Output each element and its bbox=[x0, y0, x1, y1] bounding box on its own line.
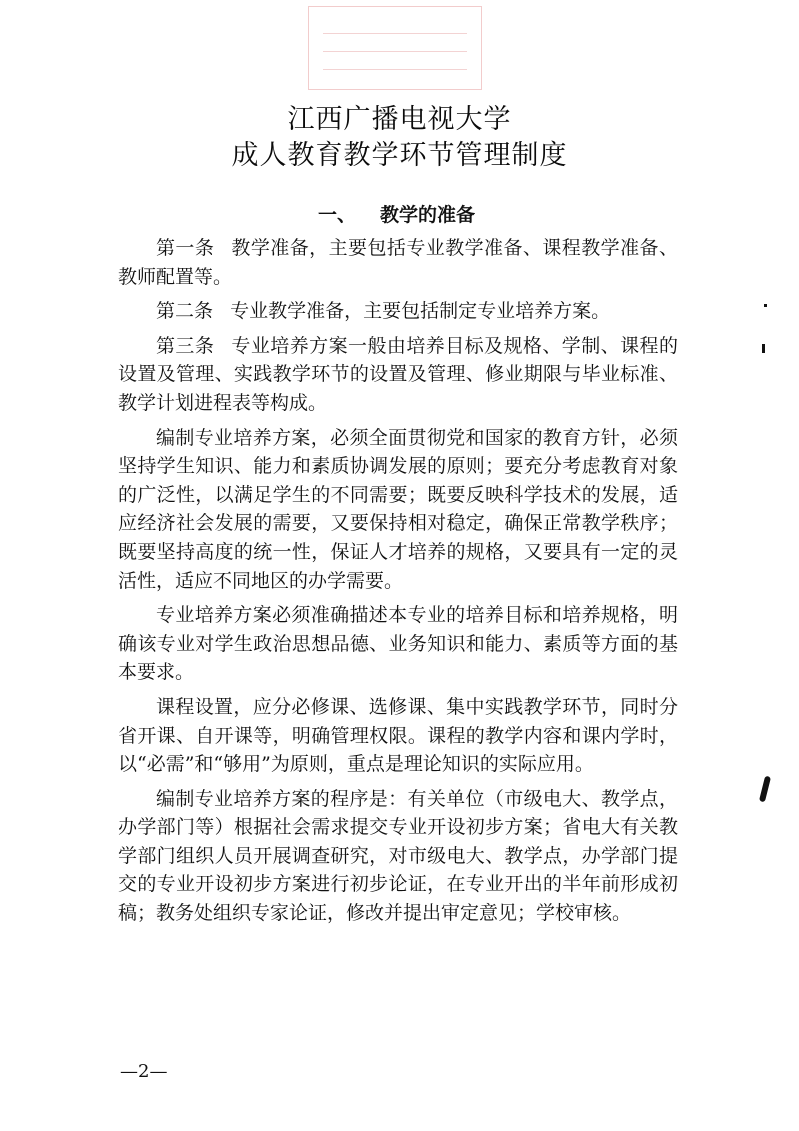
paragraph-text: 编制专业培养方案，必须全面贯彻党和国家的教育方针，必须坚持学生知识、能力和素质协调发展的原则；要充分考虑教育对象的广泛性，以满足学生的不同需要；既要反映科学技术的发展，适应经济社会发展的需要，又要保持相对稳定，确保正常教学秩序；既要坚持高度的统一性，保证人才培养的规格，又要具有一定的灵活性，适应不同地区的办学需要。 bbox=[118, 426, 678, 592]
paragraph-text: 专业培养方案一般由培养目标及规格、学制、课程的设置及管理、实践教学环节的设置及管理、修业期限与毕业标准、教学计划进程表等构成。 bbox=[118, 334, 678, 414]
paragraph-article-1 bbox=[118, 234, 678, 291]
paragraph-text: 教学准备，主要包括专业教学准备、课程教学准备、教师配置等。 bbox=[118, 237, 678, 288]
article-label: 第一条 bbox=[156, 237, 215, 259]
paragraph-text: 课程设置，应分必修课、选修课、集中实践教学环节，同时分省开课、自开课等，明确管理权限。课程的教学内容和课内学时，以“必需”和“够用”为原则，重点是理论知识的实际应用。 bbox=[118, 695, 678, 776]
article-label: 第二条 bbox=[156, 300, 214, 323]
paragraph-text: 编制专业培养方案的程序是：有关单位（市级电大、教学点，办学部门等）根据社会需求提交专业开设初步方案；省电大有关教学部门组织人员开展调查研究，对市级电大、教学点，办学部门提交的专业开设初步方案进行初步论证，在专业开出的半年前形成初稿；教务处组织专家论证，修改并提出审定意见；学校审核。 bbox=[118, 787, 678, 925]
page-number: —2— bbox=[120, 1061, 168, 1082]
paragraph-article-2 bbox=[118, 297, 678, 326]
section-number: 一、 bbox=[318, 204, 357, 226]
article-label: 第三条 bbox=[156, 334, 215, 357]
paragraph-article-3 bbox=[118, 332, 678, 418]
scan-speck bbox=[764, 304, 767, 307]
paragraph-text: 专业教学准备，主要包括制定专业培养方案。 bbox=[230, 300, 611, 323]
paragraph bbox=[118, 424, 678, 596]
stamp-mark bbox=[308, 6, 482, 90]
paragraph bbox=[118, 693, 678, 779]
section-heading bbox=[318, 202, 475, 228]
paragraph bbox=[118, 785, 678, 928]
document-body bbox=[118, 234, 678, 934]
scan-speck bbox=[762, 344, 765, 353]
document-title-line-1: 江西广播电视大学 bbox=[287, 104, 512, 135]
paragraph bbox=[118, 601, 678, 687]
section-title: 教学的准备 bbox=[380, 204, 476, 226]
document-title-line-2: 成人教育教学环节管理制度 bbox=[231, 140, 568, 171]
scan-speck bbox=[759, 776, 771, 803]
paragraph-text: 专业培养方案必须准确描述本专业的培养目标和培养规格，明确该专业对学生政治思想品德、业务知识和能力、素质等方面的基本要求。 bbox=[118, 604, 678, 684]
